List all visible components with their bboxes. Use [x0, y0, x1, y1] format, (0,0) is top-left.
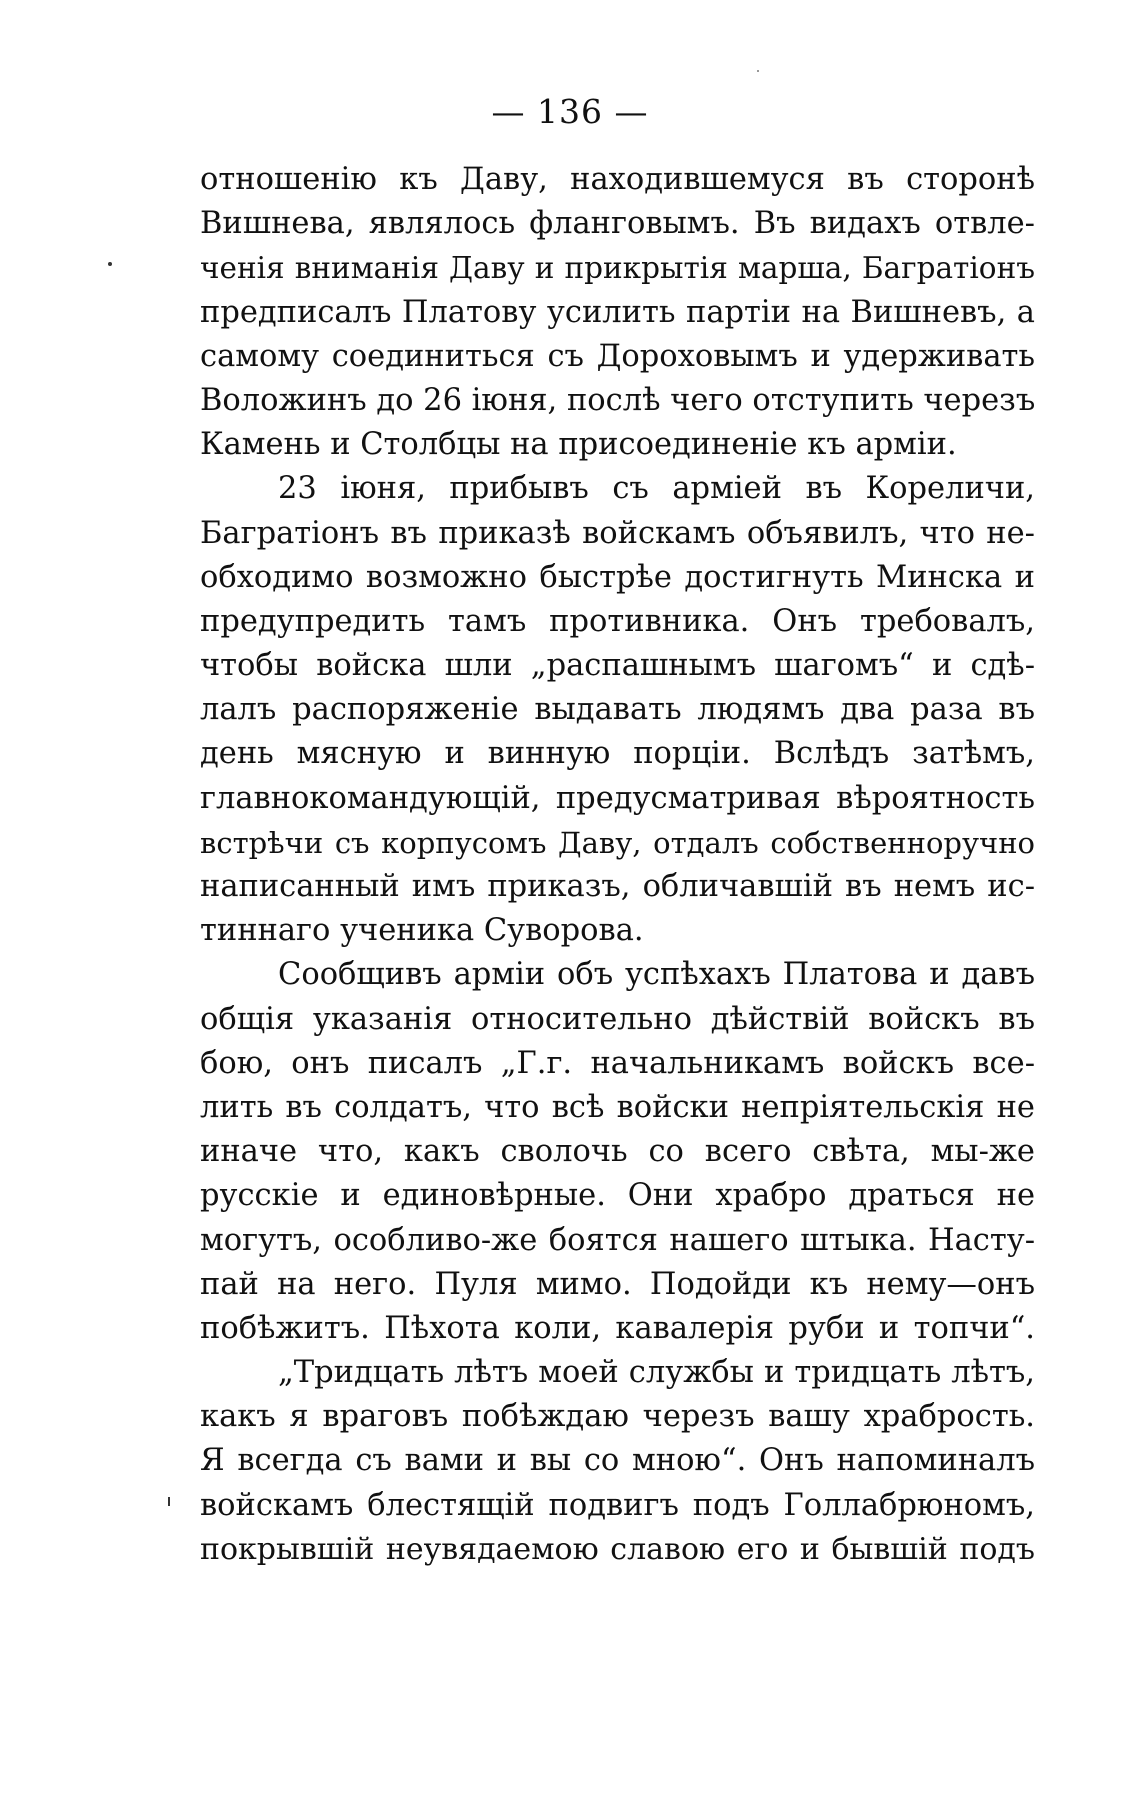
text-line: лить въ солдатъ, что всѣ войски непріятельскія не	[200, 1089, 1035, 1125]
text-line: чтобы войска шли „распашнымъ шагомъ“ и сдѣ-	[200, 648, 1035, 684]
text-line: Воложинъ до 26 іюня, послѣ чего отступить черезъ	[200, 382, 1035, 418]
text-line: побѣжитъ. Пѣхота коли, кавалерія руби и топчи“.	[200, 1310, 1035, 1346]
text-line: могутъ, особливо-же боятся нашего штыка. Насту-	[200, 1222, 1035, 1258]
body-text	[200, 158, 1035, 1572]
text-line: какъ я враговъ побѣждаю черезъ вашу храбрость.	[200, 1399, 1035, 1435]
text-line: „Тридцать лѣтъ моей службы и тридцать лѣтъ,	[278, 1355, 1035, 1391]
text-line: предписалъ Платову усилить партіи на Вишневъ, а	[200, 294, 1035, 330]
text-line: войскамъ блестящій подвигъ подъ Голлабрюномъ,	[200, 1487, 1035, 1523]
text-line: день мясную и винную порціи. Вслѣдъ затѣмъ,	[200, 736, 1035, 772]
text-line: обходимо возможно быстрѣе достигнуть Минска и	[200, 559, 1035, 595]
text-line: покрывшій неувядаемою славою его и бывшій подъ	[200, 1531, 1035, 1567]
text-line: встрѣчи съ корпусомъ Даву, отдалъ собственноручно	[200, 825, 1035, 860]
text-line: Сообщивъ арміи объ успѣхахъ Платова и давъ	[278, 957, 1035, 993]
text-line: бою, онъ писалъ „Г.г. начальникамъ войскъ все-	[200, 1045, 1035, 1081]
text-line: главнокомандующій, предусматривая вѣроятность	[200, 780, 1035, 816]
text-line: Камень и Столбцы на присоединеніе къ арміи.	[200, 427, 957, 463]
text-line: Вишнева, являлось фланговымъ. Въ видахъ отвле-	[200, 206, 1035, 242]
scan-speck	[108, 262, 112, 266]
text-line: предупредить тамъ противника. Онъ требовалъ,	[200, 603, 1035, 639]
text-line: тиннаго ученика Суворова.	[200, 913, 644, 949]
text-line: иначе что, какъ сволочь со всего свѣта, мы-же	[200, 1134, 1035, 1170]
text-line: общія указанія относительно дѣйствій войскъ въ	[200, 1001, 1035, 1037]
text-line: лалъ распоряженіе выдавать людямъ два раза въ	[200, 692, 1035, 728]
text-line: написанный имъ приказъ, обличавшій въ немъ ис-	[200, 869, 1035, 904]
scan-speck	[757, 70, 759, 72]
text-line: Я всегда съ вами и вы со мною“. Онъ напоминалъ	[200, 1443, 1035, 1479]
text-line: отношенію къ Даву, находившемуся въ сторонѣ	[200, 162, 1035, 197]
text-line: Багратіонъ въ приказѣ войскамъ объявилъ, что не-	[200, 515, 1035, 551]
text-line: пай на него. Пуля мимо. Подойди къ нему—онъ	[200, 1266, 1035, 1302]
text-line: ченія вниманія Даву и прикрытія марша, Багратіонъ	[200, 251, 1035, 286]
scan-speck	[168, 1497, 170, 1506]
page-number: — 136 —	[491, 92, 649, 131]
text-line: 23 іюня, прибывъ съ арміей въ Кореличи,	[278, 471, 1035, 507]
text-line: русскіе и единовѣрные. Они храбро драться не	[200, 1178, 1035, 1214]
text-line: самому соединиться съ Дороховымъ и удерживать	[200, 338, 1035, 374]
